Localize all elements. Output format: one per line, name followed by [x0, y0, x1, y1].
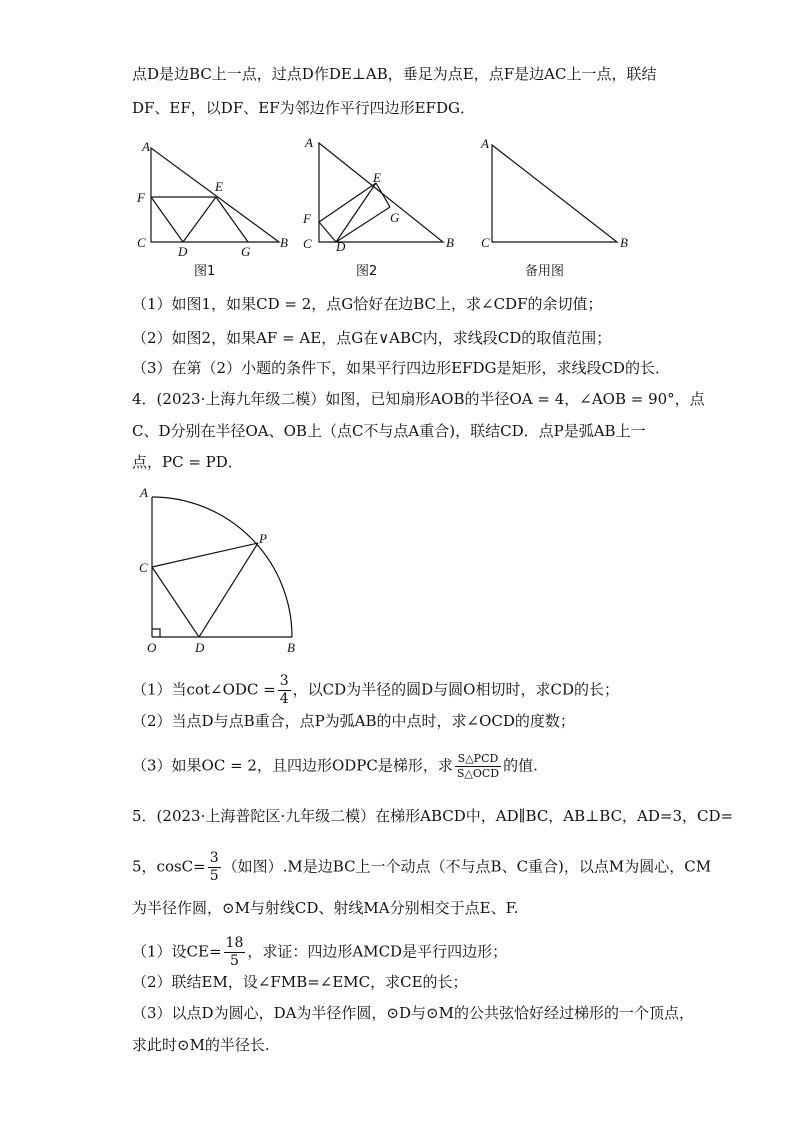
figure-2 [300, 135, 465, 285]
fig1-label: A [142, 139, 150, 154]
fig2-label: B [446, 235, 454, 250]
figure-1 [130, 135, 295, 285]
segment-dp [199, 543, 258, 637]
q3-part-1: （1）如图1，如果CD = 2，点G恰好在边BC上，求∠CDF的余切值； [132, 295, 603, 313]
q5-part-3-line-2: 求此时⊙M的半径长. [132, 1036, 270, 1054]
fig2-caption: 图2 [356, 264, 378, 279]
fig1-segment-eg [216, 197, 248, 242]
fig1-label: E [215, 179, 223, 194]
fig2-segment-de [336, 183, 376, 242]
sector-label: P [259, 531, 267, 546]
fig1-segment-de [183, 197, 216, 242]
fig1-label: C [137, 235, 146, 250]
fraction-area-ratio: $\frac{\text{S△PCD}}{\text{S△OCD}}$ [456, 752, 500, 780]
intro-line-1: 点D是边BC上一点，过点D作DE⊥AB，垂足为点E，点F是边AC上一点，联结 [132, 65, 657, 83]
fig2-segment-fd [319, 222, 336, 242]
fraction-3-5: $\frac{3}{5}$ [209, 850, 219, 884]
q5-line2-text-b: （如图）.M是边BC上一个动点（不与点B、C重合)，以点M为圆心，CM [222, 857, 712, 876]
q5-part-2: （2）联结EM，设∠FMB=∠EMC，求CE的长； [132, 973, 468, 991]
fig1-segment-fd [151, 197, 183, 242]
fig3-caption: 备用图 [525, 264, 565, 279]
sector-label: C [139, 560, 148, 575]
q5-line2-text-a: 5，cosC= [132, 857, 206, 876]
fig3-label: A [481, 136, 489, 151]
fig3-triangle-abc [492, 145, 617, 242]
fig2-label: G [390, 210, 400, 225]
sector-arc-ab [152, 497, 292, 637]
fig1-label: F [137, 190, 145, 205]
fig1-label: G [241, 244, 251, 259]
q5-part1-text-a: （1）设CE= [132, 942, 222, 961]
q5-line-1: 5．(2023·上海普陀区·九年级二模）在梯形ABCD中，AD∥BC，AB⊥BC，AD=3，CD= [132, 807, 734, 825]
fig1-label: D [178, 244, 188, 259]
q3-part-2: （2）如图2，如果AF = AE，点G在∨ABC内，求线段CD的取值范围； [132, 329, 612, 347]
q5-part-1 [132, 935, 507, 970]
q4-part3-text-a: （3）如果OC = 2，且四边形ODPC是梯形，求 [132, 756, 453, 775]
right-angle-mark [152, 629, 160, 637]
q4-part1-text-a: （1）当cot∠ODC = [132, 680, 276, 699]
sector-label: B [287, 640, 295, 655]
q4-part-3 [132, 752, 538, 781]
fig2-segment-eg [376, 183, 390, 207]
fig1-triangle-abc [151, 148, 279, 242]
q4-line-3: 点，PC = PD． [132, 453, 243, 471]
q5-line-3: 为半径作圆，⊙M与射线CD、射线MA分别相交于点E、F. [132, 899, 519, 917]
intro-line-2: DF、EF，以DF、EF为邻边作平行四边形EFDG． [132, 99, 475, 117]
sector-label: O [147, 640, 157, 655]
fig2-label: D [336, 239, 346, 254]
q3-part-3: （3）在第（2）小题的条件下，如果平行四边形EFDG是矩形，求线段CD的长． [132, 359, 670, 377]
q5-part1-text-b: ，求证：四边形AMCD是平行四边形； [247, 942, 508, 961]
fig2-label: C [303, 236, 312, 251]
sector-label: D [195, 640, 205, 655]
figure-sector [135, 485, 315, 660]
fig3-label: C [481, 235, 490, 250]
segment-cd [152, 567, 199, 637]
fig2-segment-fe [319, 183, 376, 222]
q5-line-2 [132, 850, 711, 885]
fig3-label: B [620, 235, 628, 250]
fig2-label: E [373, 170, 381, 185]
sector-label: A [140, 485, 148, 500]
fig2-segment-dg [336, 207, 390, 242]
segment-cp [152, 543, 258, 567]
fraction-18-5: $\frac{18}{5}$ [225, 935, 244, 969]
q4-part-1 [132, 673, 619, 708]
q5-part-3-line-1: （3）以点D为圆心，DA为半径作圆，⊙D与⊙M的公共弦恰好经过梯形的一个顶点， [132, 1004, 694, 1022]
q4-line-2: C、D分别在半径OA、OB上（点C不与点A重合)，联结CD．点P是弧AB上一 [132, 422, 646, 440]
figure-spare [475, 135, 640, 285]
fig2-label: A [305, 135, 313, 150]
q4-part1-text-b: ，以CD为半径的圆D与圆O相切时，求CD的长； [292, 680, 619, 699]
q4-line-1: 4．(2023·上海九年级二模）如图，已知扇形AOB的半径OA = 4，∠AOB = 90°，点 [132, 390, 705, 408]
q4-part-2: （2）当点D与点B重合，点P为弧AB的中点时，求∠OCD的度数； [132, 712, 575, 730]
fraction-3-4: $\frac{3}{4}$ [279, 673, 289, 707]
fig1-label: B [280, 235, 288, 250]
fig1-caption: 图1 [194, 264, 216, 279]
q4-part3-text-b: 的值. [503, 756, 538, 775]
fig2-label: F [303, 211, 311, 226]
